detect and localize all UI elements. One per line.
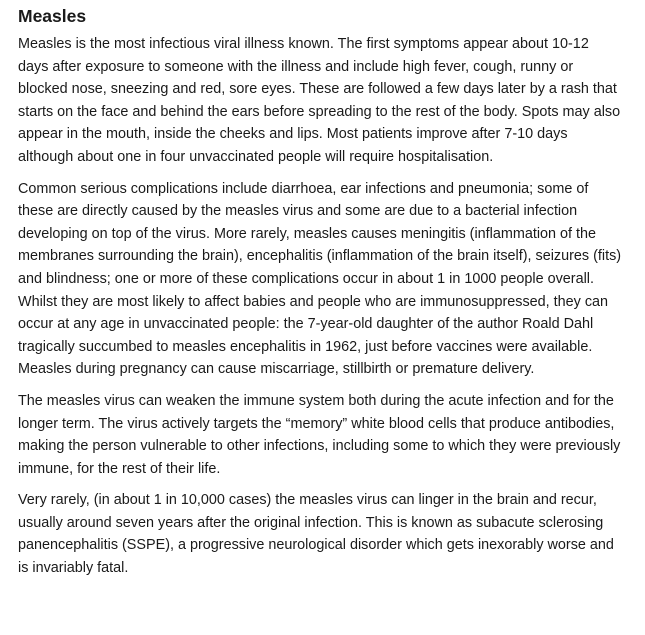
paragraph-immune-system: The measles virus can weaken the immune system both during the acute infection and for the longer term. The virus actively targets the “memory” white blood cells that produce antibodies, making the person vulnerable to other infections, including some to which they were previously immune, for the rest of their life. xyxy=(18,392,621,477)
document-title: Measles xyxy=(18,6,87,26)
paragraph-sspe: Very rarely, (in about 1 in 10,000 cases) the measles virus can linger in the brain and recur, usually around seven years after the original infection. This is known as subacute sclerosing panencephalitis (SSPE), a progressive neurological disorder which gets inexorably worse and is invariably fatal. xyxy=(18,492,614,577)
paragraph-symptoms: Measles is the most infectious viral illness known. The first symptoms appear about 10-12 days after exposure to someone with the illness and include high fever, cough, runny or blocked nose, sneezing and red, sore eyes. These are followed a few days later by a rash that starts on the face and behind the ears before spreading to the rest of the body. Spots may also appear in the mouth, inside the cheeks and lips. Most patients improve after 7-10 days although about one in four unvaccinated people will require hospitalisation. xyxy=(18,36,621,165)
paragraph-complications: Common serious complications include diarrhoea, ear infections and pneumonia; some of these are directly caused by the measles virus and some are due to a bacterial infection developing on top of the virus. More rarely, measles causes meningitis (inflammation of the membranes surrounding the brain), encephalitis (inflammation of the brain itself), seizures (fits) and blindness; one or more of these complications occur in about 1 in 1000 people overall. Whilst they are most likely to affect babies and people who are immunosuppressed, they can occur at any age in unvaccinated people: the 7-year-old daughter of the author Roald Dahl tragically succumbed to measles encephalitis in 1962, just before vaccines were available. Measles during pregnancy can cause miscarriage, stillbirth or premature delivery. xyxy=(18,180,622,378)
